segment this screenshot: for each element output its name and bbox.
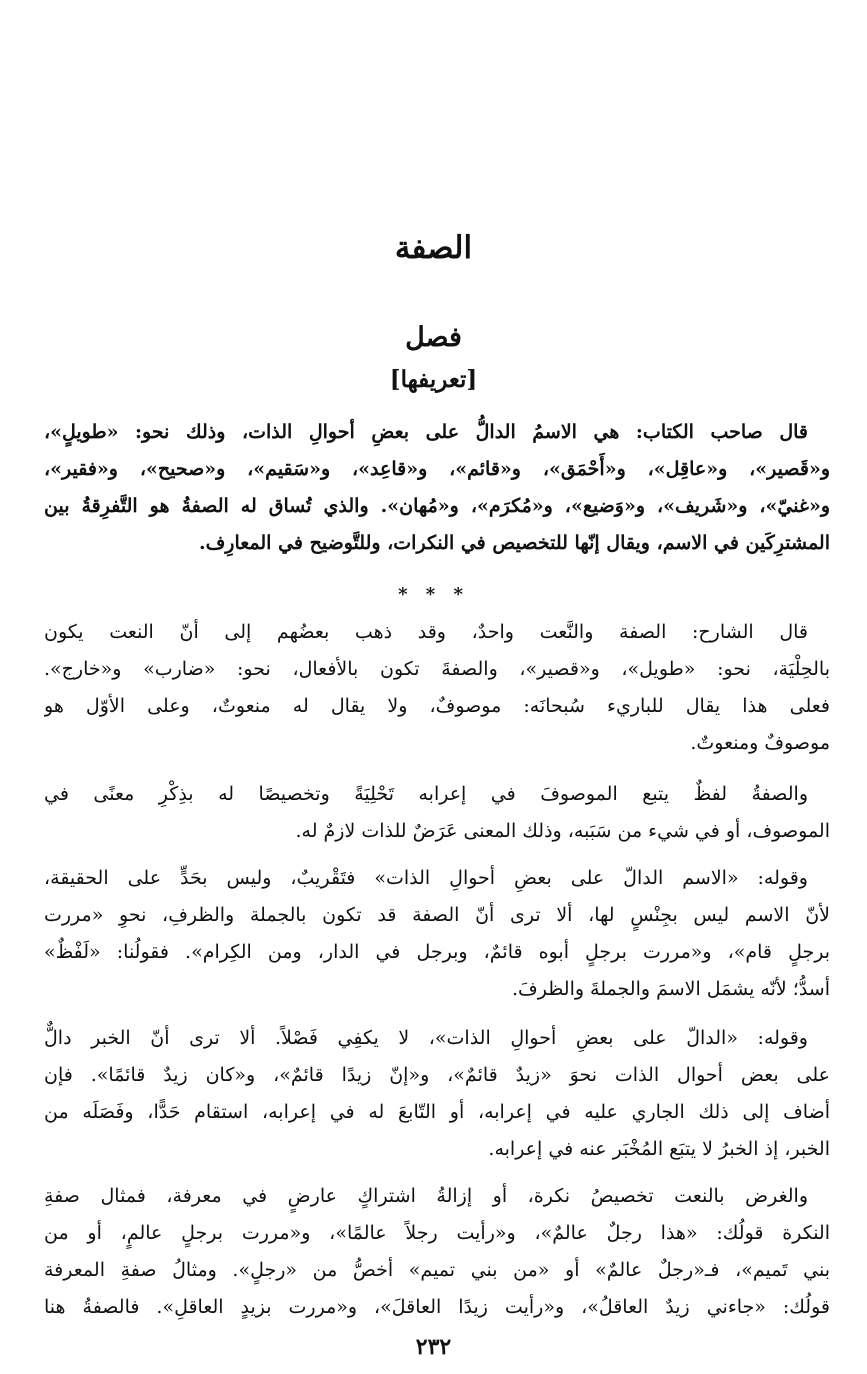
text-line: قال الشارح: الصفة والنَّعت واحدٌ، وقد ذهب بعضُهم إلى أنّ النعت يكون	[44, 621, 808, 643]
section-subtitle: [تعريفها]	[389, 366, 478, 393]
author-text	[44, 414, 830, 562]
text-line: على بعض أحوال الذات نحوَ «زيدٌ قائمٌ»، و«إنّ زيدًا قائمٌ»، و«كان زيدٌ قائمًا». فإن	[44, 1064, 830, 1086]
paragraph	[44, 1178, 830, 1326]
text-line: أضاف إلى ذلك الجاري عليه في إعرابه، أو التّابعَ له في إعرابه، استقام حَدًّا، وفَصَلَه من	[44, 1101, 830, 1123]
text-line: بني تَميم»، فـ«رجلٌ عالمٌ» أو «من بني تميم» أخصُّ من «رجلٍ». ومثالُ صفةِ المعرفة	[44, 1259, 830, 1281]
text-line: لأنّ الاسم ليس بجِنْسٍ لها، ألا ترى أنّ الصفة قد تكون بالجملة والظرفِ، نحوِ «مررت	[44, 904, 830, 926]
paragraph	[44, 776, 830, 850]
text-line: برجلٍ قام»، و«مررت برجلٍ أبوه قائمٌ، وبرجل في الدار، ومن الكِرام». فقولُنا: «لَفْظٌ»	[44, 941, 830, 963]
text-line: فعلى هذا يقال للباريء سُبحانَه: موصوفٌ، ولا يقال له منعوتٌ، وعلى الأوّل هو	[44, 695, 830, 717]
text-line: موصوفٌ ومنعوتٌ.	[690, 732, 830, 754]
text-line: و«قَصير»، و«عاقِل»، و«أَحْمَق»، و«قائم»، و«قاعِد»، و«سَقيم»، و«صحيح»، و«فقير»،	[44, 458, 830, 480]
section-divider: * * *	[398, 584, 469, 605]
page-number: ٢٣٢	[415, 1334, 452, 1360]
text-line: قولُك: «جاءني زيدٌ العاقلُ»، و«رأيت زيدًا العاقلَ»، و«مررت بزيدٍ العاقلِ». فالصفةُ هنا	[44, 1296, 830, 1318]
text-line: النكرة قولُك: «هذا رجلٌ عالمٌ»، و«رأيت رجلاً عالمًا»، و«مررت برجلٍ عالمٍ، أو من	[44, 1222, 830, 1244]
paragraph	[44, 1020, 830, 1168]
text-line: المشترِكَين في الاسم، ويقال إنّها للتخصيص في النكرات، وللتَّوضيح في المعارِف.	[198, 532, 830, 554]
text-line: الخبر، إذ الخبرُ لا يتبَع المُخْبَر عنه في إعرابه.	[488, 1138, 830, 1160]
text-line: والغرض بالنعت تخصيصُ نكرة، أو إزالةُ اشتراكٍ عارضٍ في معرفة، فمثال صفةِ	[44, 1185, 808, 1207]
text-line: و«غنيّ»، و«شَريف»، و«وَضيع»، و«مُكرَم»، و«مُهان». والذي تُساق له الصفةُ هو التَّفرِقةُ بين	[44, 495, 830, 517]
text-line: بالحِلْيَة، نحو: «طويل»، و«قصير»، والصفةَ تكون بالأفعال، نحو: «ضارب» و«خارج».	[44, 658, 830, 680]
text-line: أسدُّ؛ لأنّه يشمَل الاسمَ والجملةَ والظرفَ.	[511, 978, 830, 1000]
text-line: الموصوف، أو في شيء من سَبَبه، وذلك المعنى عَرَضٌ للذات لازمٌ له.	[295, 820, 830, 842]
section-title: فصل	[405, 322, 462, 353]
text-line: والصفةُ لفظٌ يتبع الموصوفَ في إعرابه تَحْلِيَةً وتخصيصًا له بذِكْرِ معنًى في	[44, 783, 808, 805]
paragraph	[44, 614, 830, 762]
chapter-title: الصفة	[394, 230, 473, 266]
paragraph	[44, 860, 830, 1008]
text-line: وقوله: «الاسم الدالّ على بعضِ أحوالِ الذات» فتَقْريبٌ، وليس بحَدٍّ على الحقيقة،	[44, 867, 808, 889]
text-line: قال صاحب الكتاب: هي الاسمُ الدالُّ على بعضِ أحوالِ الذات، وذلك نحو: «طويلٍ»،	[44, 421, 808, 443]
text-line: وقوله: «الدالّ على بعضِ أحوالِ الذات»، لا يكفِي فَصْلاً. ألا ترى أنّ الخبر دالٌّ	[44, 1027, 808, 1049]
